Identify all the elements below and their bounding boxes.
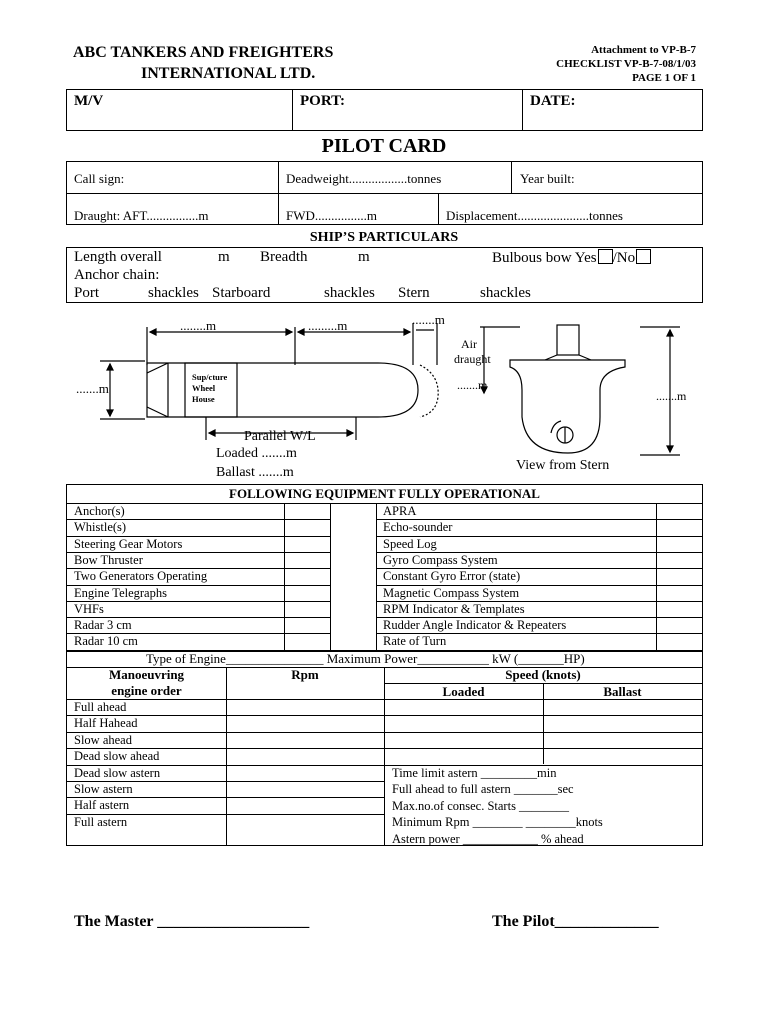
astern-note-field[interactable]: Astern power ____________ % ahead xyxy=(392,831,584,846)
length-dim-1[interactable]: ........m xyxy=(180,318,217,333)
company-name-line2: INTERNATIONAL LTD. xyxy=(141,65,316,82)
page-title: PILOT CARD xyxy=(321,135,447,157)
ship-dimension-diagram xyxy=(0,305,768,485)
call-sign-field[interactable]: Call sign: xyxy=(74,171,125,186)
port-shackles: shackles xyxy=(148,285,199,301)
equipment-item-right: Rate of Turn xyxy=(383,634,447,649)
length-dim-3[interactable]: .......m xyxy=(412,312,445,327)
bulbous-yes-checkbox[interactable] xyxy=(598,249,613,264)
engine-order-row: Half astern xyxy=(74,798,130,813)
equipment-check-cell-left[interactable] xyxy=(285,585,330,601)
equipment-check-cell-left[interactable] xyxy=(285,503,330,519)
rpm-input-cell[interactable] xyxy=(227,797,384,813)
ballast-header: Ballast xyxy=(603,684,642,699)
view-from-stern-label: View from Stern xyxy=(516,458,610,473)
equipment-check-cell-left[interactable] xyxy=(285,536,330,552)
equipment-item-left: VHFs xyxy=(74,601,104,616)
equipment-check-cell-right[interactable] xyxy=(657,585,702,601)
equipment-item-left: Radar 10 cm xyxy=(74,634,138,649)
rpm-input-cell[interactable] xyxy=(227,765,384,781)
loaded-header: Loaded xyxy=(442,684,485,699)
equipment-check-cell-left[interactable] xyxy=(285,552,330,568)
equipment-item-right: Echo-sounder xyxy=(383,520,453,535)
equipment-item-right: Rudder Angle Indicator & Repeaters xyxy=(383,618,567,633)
equipment-item-right: RPM Indicator & Templates xyxy=(383,601,525,616)
equipment-check-cell-right[interactable] xyxy=(657,633,702,649)
rpm-input-cell[interactable] xyxy=(227,699,384,715)
bulbous-no-label: /No xyxy=(612,250,636,266)
bulbous-bow-label: Bulbous bow Yes xyxy=(492,250,597,266)
hull-profile xyxy=(147,363,418,417)
loaded-draught[interactable]: Loaded .......m xyxy=(216,446,297,461)
engine-order-row: Dead slow ahead xyxy=(74,749,160,764)
equipment-check-cell-left[interactable] xyxy=(285,633,330,649)
company-name-line1: ABC TANKERS AND FREIGHTERS xyxy=(73,44,334,61)
deadweight-field[interactable]: Deadweight..................tonnes xyxy=(286,171,442,186)
speed-header: Speed (knots) xyxy=(505,667,581,682)
breadth-label: Breadth xyxy=(260,249,308,265)
engine-order-row: Full astern xyxy=(74,814,128,829)
draught-fwd-field[interactable]: FWD................m xyxy=(286,208,377,223)
starboard-label: Starboard xyxy=(212,285,271,301)
page-number: PAGE 1 OF 1 xyxy=(632,72,696,84)
astern-note-field[interactable]: Time limit astern _________min xyxy=(392,766,557,780)
height-dim[interactable]: .......m xyxy=(656,389,687,403)
air-draught-dim[interactable]: .......m xyxy=(457,378,488,392)
equipment-check-cell-right[interactable] xyxy=(657,503,702,519)
equipment-item-left: Anchor(s) xyxy=(74,504,125,518)
rpm-input-cell[interactable] xyxy=(227,715,384,731)
breadth-unit: m xyxy=(358,249,370,265)
equipment-item-right: Speed Log xyxy=(383,536,437,551)
equipment-item-left: Bow Thruster xyxy=(74,552,143,567)
equipment-check-cell-right[interactable] xyxy=(657,601,702,617)
parallel-wl-label: Parallel W/L xyxy=(244,429,316,444)
equipment-check-cell-right[interactable] xyxy=(657,536,702,552)
particulars-heading: SHIP’S PARTICULARS xyxy=(309,230,459,245)
mv-field-label[interactable]: M/V xyxy=(74,93,104,109)
equipment-item-right: Constant Gyro Error (state) xyxy=(383,569,521,584)
equipment-check-cell-right[interactable] xyxy=(657,617,702,633)
starboard-shackles: shackles xyxy=(324,285,375,301)
length-overall-label: Length overall xyxy=(74,249,162,265)
rpm-input-cell[interactable] xyxy=(227,781,384,797)
air-label: Air xyxy=(461,337,477,351)
equipment-item-left: Whistle(s) xyxy=(74,520,127,535)
port-field-label[interactable]: PORT: xyxy=(300,93,346,109)
equipment-check-cell-left[interactable] xyxy=(285,519,330,535)
engine-type-line[interactable]: Type of Engine_______________ Maximum Power___________ kW (_______HP) xyxy=(146,651,585,666)
draught-aft-field[interactable]: Draught: AFT................m xyxy=(74,208,209,223)
year-built-field[interactable]: Year built: xyxy=(520,171,575,186)
astern-note-field[interactable]: Full ahead to full astern _______sec xyxy=(392,782,574,797)
engine-order-row: Slow ahead xyxy=(74,732,132,747)
equipment-item-right: Magnetic Compass System xyxy=(383,585,520,600)
manoeuvring-header: Manoeuvring xyxy=(108,667,185,682)
length-dim-2[interactable]: .........m xyxy=(308,318,348,333)
vessel-port-date-box xyxy=(66,89,703,131)
equipment-item-left: Two Generators Operating xyxy=(74,569,208,584)
engine-order-row: Slow astern xyxy=(74,782,133,796)
date-field-label[interactable]: DATE: xyxy=(530,93,576,109)
engine-order-row: Half Hahead xyxy=(74,716,138,731)
equipment-item-right: APRA xyxy=(383,504,417,518)
stern-shackles: shackles xyxy=(480,285,531,301)
checklist-ref: CHECKLIST VP-B-7-08/1/03 xyxy=(556,58,696,70)
anchor-chain-label: Anchor chain: xyxy=(74,267,160,283)
equipment-check-cell-right[interactable] xyxy=(657,552,702,568)
equipment-check-cell-left[interactable] xyxy=(285,601,330,617)
rpm-input-cell[interactable] xyxy=(227,748,384,764)
astern-note-field[interactable]: Max.no.of consec. Starts ________ xyxy=(392,798,570,813)
equipment-item-left: Steering Gear Motors xyxy=(74,536,183,551)
equipment-check-cell-left[interactable] xyxy=(285,568,330,584)
equipment-item-left: Radar 3 cm xyxy=(74,618,132,633)
astern-note-field[interactable]: Minimum Rpm ________ ________knots xyxy=(392,815,603,830)
rpm-input-cell[interactable] xyxy=(227,814,384,830)
displacement-field[interactable]: Displacement......................tonnes xyxy=(446,208,623,223)
draught-label: draught xyxy=(454,352,491,366)
length-unit: m xyxy=(218,249,230,265)
rpm-input-cell[interactable] xyxy=(227,732,384,748)
engine-order-row: Dead slow astern xyxy=(74,765,161,780)
rpm-header: Rpm xyxy=(291,667,319,682)
ballast-draught[interactable]: Ballast .......m xyxy=(216,465,294,480)
depth-dim[interactable]: .......m xyxy=(76,381,109,396)
bulbous-no-checkbox[interactable] xyxy=(636,249,651,264)
equipment-check-cell-right[interactable] xyxy=(657,519,702,535)
stern-label: Stern xyxy=(398,285,430,301)
equipment-item-left: Engine Telegraphs xyxy=(74,585,167,600)
equipment-item-right: Gyro Compass System xyxy=(383,552,498,567)
bulbous-bow-field xyxy=(492,249,651,267)
wheelhouse-label: Sup/cture Wheel House xyxy=(192,372,228,404)
port-label: Port xyxy=(74,285,100,301)
equipment-check-cell-right[interactable] xyxy=(657,568,702,584)
engine-order-header: engine order xyxy=(111,683,182,698)
stern-view-hull xyxy=(510,360,625,453)
engine-order-row: Full ahead xyxy=(74,700,127,714)
attachment-ref: Attachment to VP-B-7 xyxy=(591,44,696,56)
pilot-signature-line[interactable]: The Pilot_____________ xyxy=(492,913,659,930)
master-signature-line[interactable]: The Master ___________________ xyxy=(74,913,310,930)
equipment-heading: FOLLOWING EQUIPMENT FULLY OPERATIONAL xyxy=(229,486,540,501)
equipment-check-cell-left[interactable] xyxy=(285,617,330,633)
